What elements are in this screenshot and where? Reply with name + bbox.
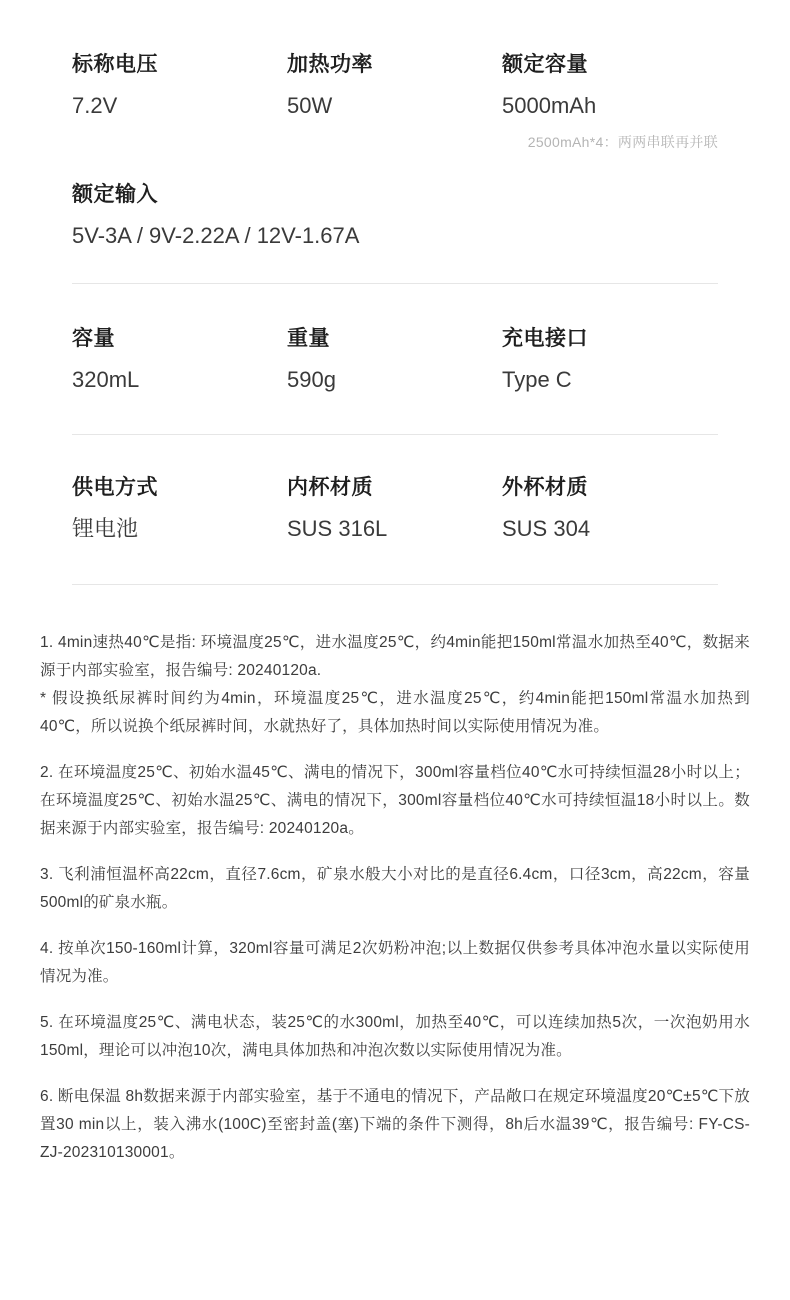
spec-label: 加热功率 xyxy=(287,53,373,76)
spec-label: 标称电压 xyxy=(72,53,158,76)
spec-label: 充电接口 xyxy=(502,327,588,351)
footnote-1-sub: * 假设换纸尿裤时间约为4min，环境温度25℃，进水温度25℃，约4min能把150ml常温水加热到40℃，所以说换个纸尿裤时间，水就热好了，具体加热时间以实际使用情况为准。 xyxy=(40,689,750,735)
spec-row xyxy=(0,435,790,585)
footnote-2: 2. 在环境温度25℃、初始水温45℃、满电的情况下，300ml容量档位40℃水可持续恒温28小时以上；在环境温度25℃、初始水温25℃、满电的情况下，300ml容量档位40℃水可持续恒温18小时以上。数据来源于内部实验室，报告编号: 20240120a。 xyxy=(40,763,750,837)
spec-cell-volume xyxy=(72,326,287,394)
spec-cell-rated-capacity xyxy=(502,52,718,120)
spec-label: 额定容量 xyxy=(502,53,588,76)
spec-label: 重量 xyxy=(287,327,330,351)
spec-cell-weight xyxy=(287,326,502,394)
spec-value: SUS 304 xyxy=(502,515,591,541)
rated-capacity-note: 2500mAh*4：两两串联再并联 xyxy=(527,133,718,150)
spec-value: 5V-3A / 9V-2.22A / 12V-1.67A xyxy=(72,222,360,248)
spec-value: Type C xyxy=(502,367,572,393)
spec-value: 50W xyxy=(287,93,333,119)
spec-cell-outer-material xyxy=(502,475,718,543)
spec-table xyxy=(0,0,790,585)
spec-label: 外杯材质 xyxy=(502,475,588,499)
footnote-4: 4. 按单次150-160ml计算，320ml容量可满足2次奶粉冲泡;以上数据仅供参考具体冲泡水量以实际使用情况为准。 xyxy=(40,939,750,985)
spec-value: 320mL xyxy=(72,367,140,393)
footnote-6: 6. 断电保温 8h数据来源于内部实验室，基于不通电的情况下，产品敞口在规定环境温度20℃±5℃下放置30 min以上，装入沸水(100C)至密封盖(塞)下端的条件下测得，8h后水温39℃，报告编号: FY-CS-ZJ-202310130001。 xyxy=(40,1087,750,1161)
footnote-1: 1. 4min速热40℃是指: 环境温度25℃，进水温度25℃，约4min能把150ml常温水加热至40℃，数据来源于内部实验室，报告编号: 20240120a. xyxy=(40,633,750,679)
spec-cell-rated-input xyxy=(72,182,718,250)
spec-value: 5000mAh xyxy=(502,93,597,119)
spec-label: 供电方式 xyxy=(72,475,158,499)
footnote-5: 5. 在环境温度25℃、满电状态，装25℃的水300ml，加热至40℃，可以连续加热5次，一次泡奶用水150ml，理论可以冲泡10次，满电具体加热和冲泡次数以实际使用情况为准。 xyxy=(40,1013,750,1059)
footnote-3: 3. 飞利浦恒温杯高22cm，直径7.6cm，矿泉水般大小对比的是直径6.4cm，口径3cm，高22cm，容量500ml的矿泉水瓶。 xyxy=(40,865,750,911)
spec-value: 7.2V xyxy=(72,93,118,119)
spec-cell-charging-port xyxy=(502,326,718,394)
spec-cell-inner-material xyxy=(287,475,502,543)
spec-cell-power-supply xyxy=(72,475,287,543)
spec-value: 590g xyxy=(287,367,336,393)
spec-cell-nominal-voltage xyxy=(72,52,287,120)
spec-row xyxy=(0,30,790,120)
spec-value: SUS 316L xyxy=(287,515,388,541)
spec-value: 锂电池 xyxy=(72,515,139,541)
spec-label: 内杯材质 xyxy=(287,475,373,499)
spec-row xyxy=(0,284,790,434)
spec-row xyxy=(0,152,790,284)
spec-label: 容量 xyxy=(72,327,115,351)
spec-cell-heating-power xyxy=(287,52,502,120)
spec-label: 额定输入 xyxy=(72,182,158,206)
footnotes xyxy=(0,585,790,1167)
